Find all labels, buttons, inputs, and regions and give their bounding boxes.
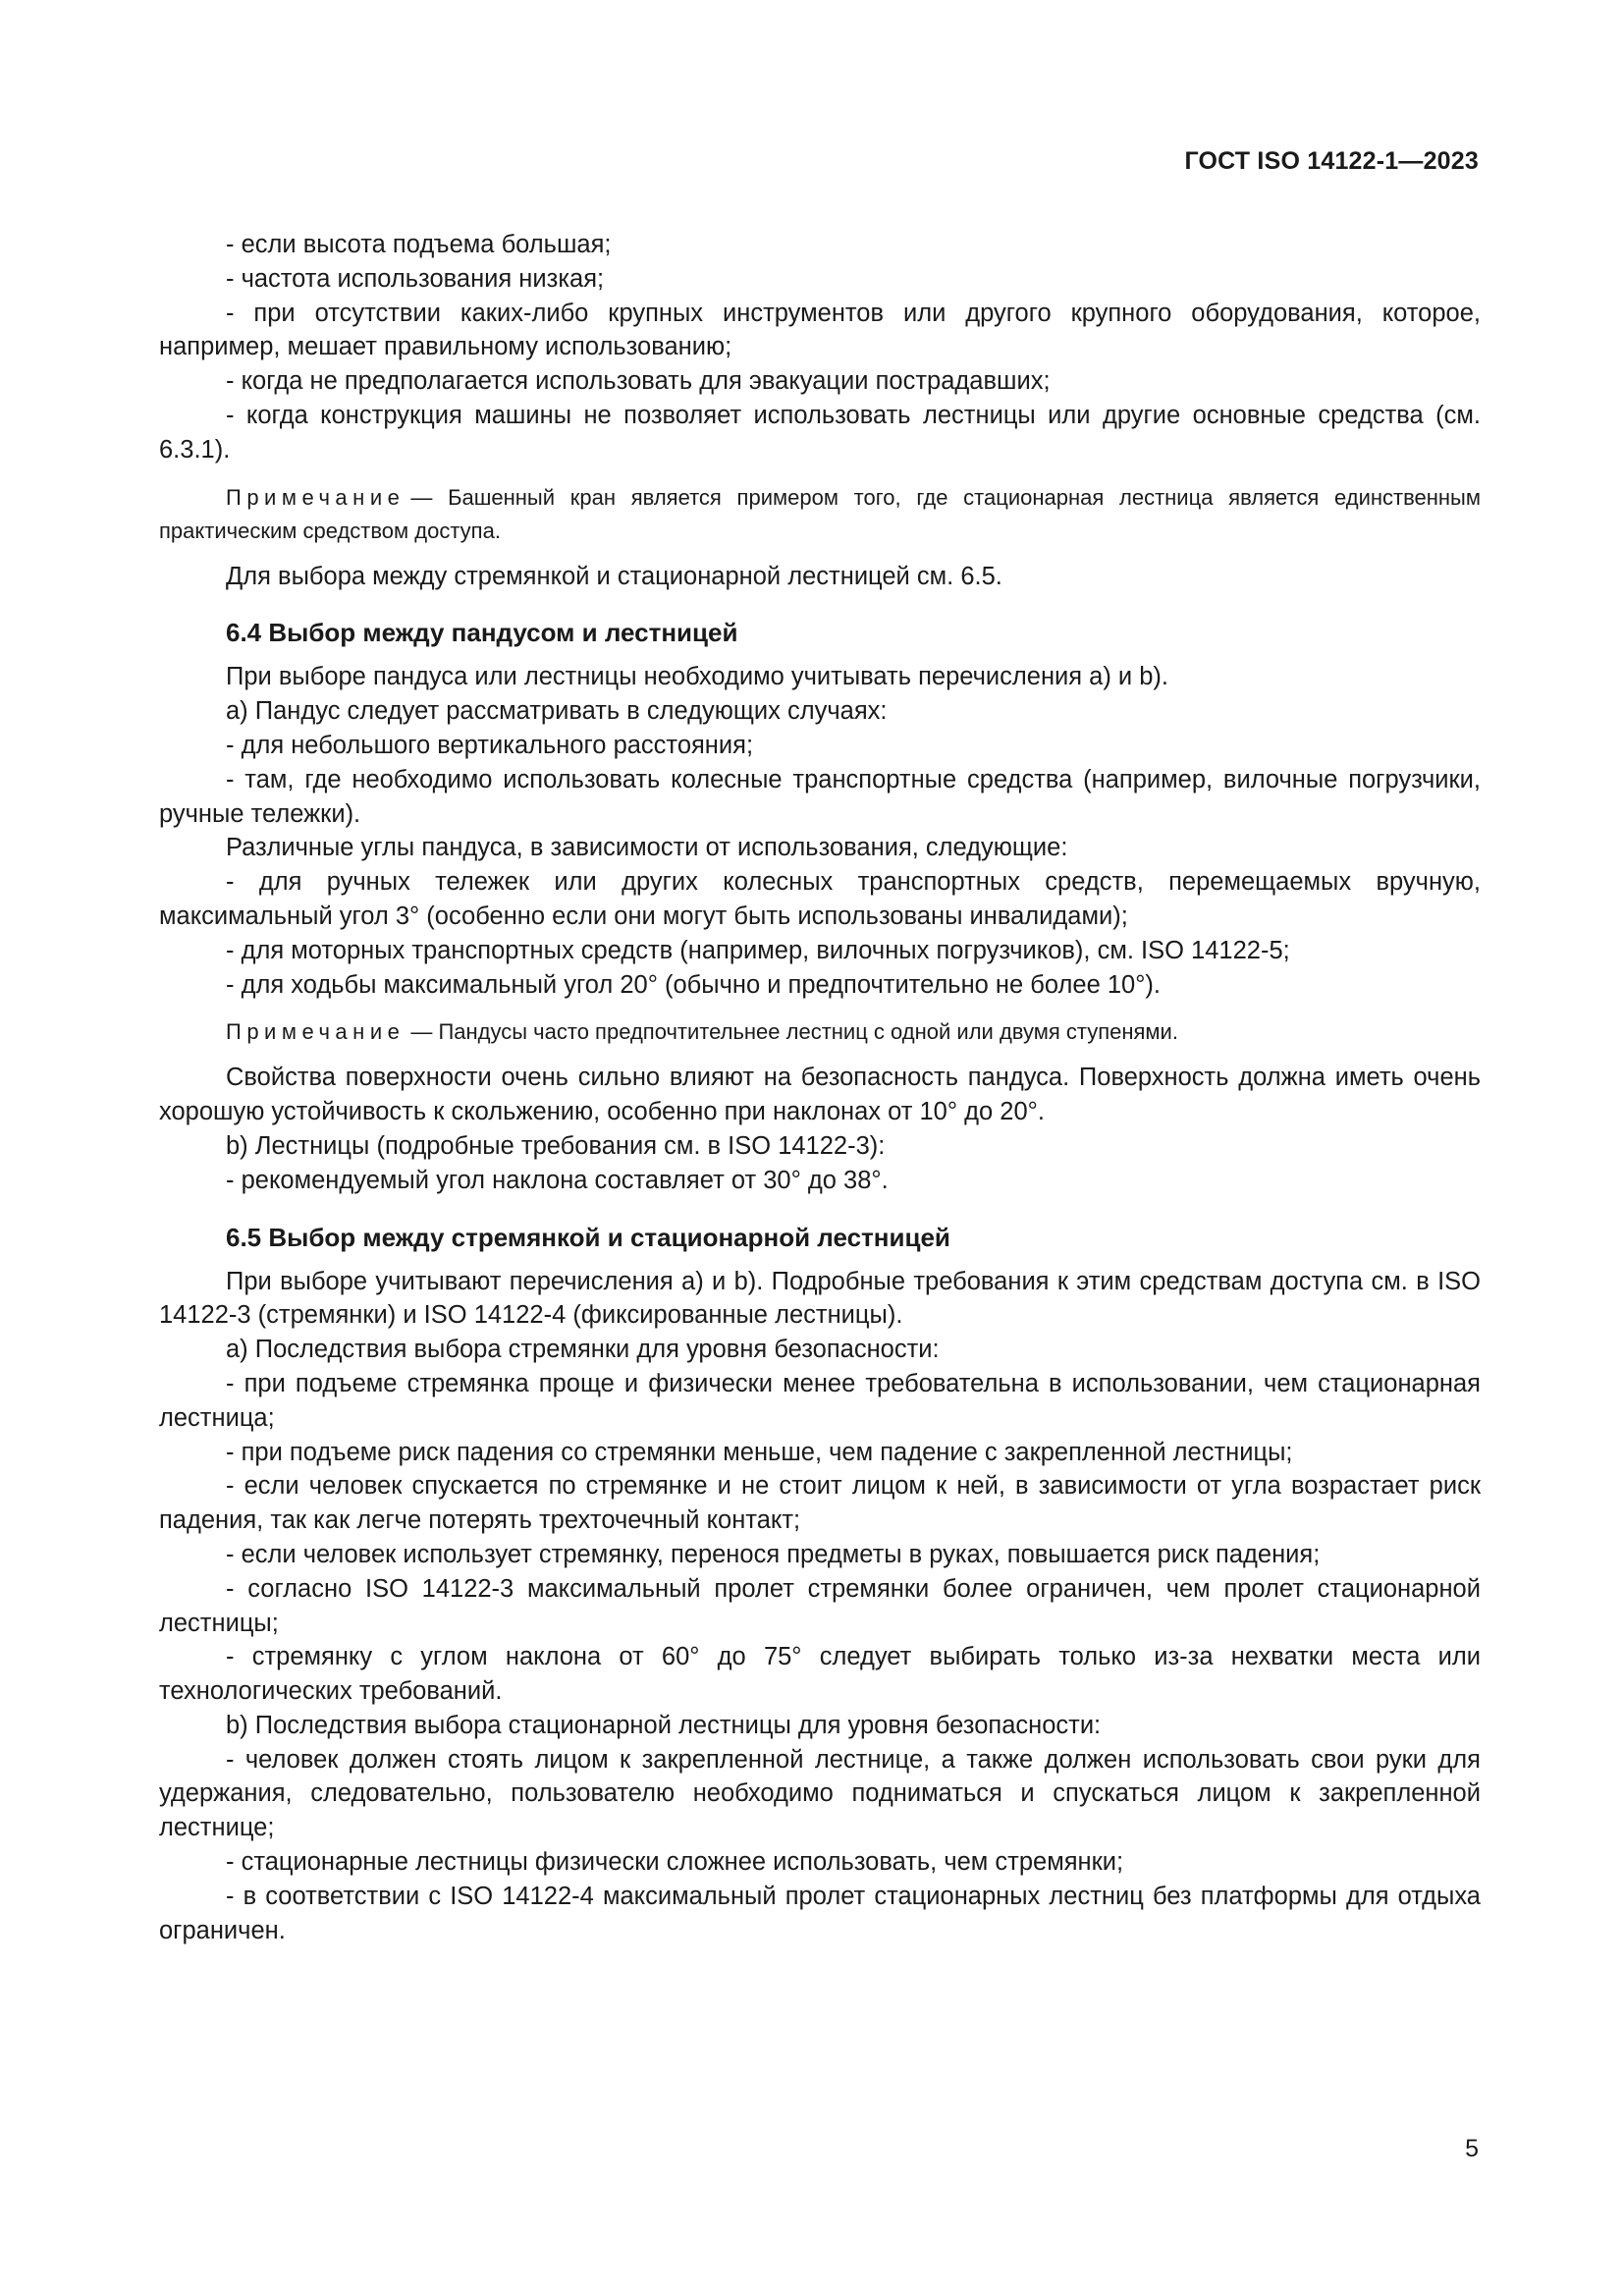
note-tower-crane xyxy=(159,481,1481,548)
note-ramps xyxy=(159,1015,1481,1049)
list-item: - при подъеме стремянка проще и физически менее требовательна в использовании, чем стационарная лестница; xyxy=(159,1369,1481,1432)
list-item: - для ручных тележек или других колесных транспортных средств, перемещаемых вручную, максимальный угол 3° (особенно если они могут быть использованы инвалидами); xyxy=(159,868,1481,930)
paragraph: а) Пандус следует рассматривать в следующих случаях: xyxy=(226,697,888,726)
list-item: - для небольшого вертикального расстояния; xyxy=(226,731,754,759)
note-text: — Пандусы часто предпочтительнее лестниц с одной или двумя ступенями. xyxy=(410,1019,1178,1045)
section-heading-6-5: 6.5 Выбор между стремянкой и стационарной лестницей xyxy=(226,1222,950,1252)
list-item: - при подъеме риск падения со стремянки меньше, чем падение с закрепленной лестницы; xyxy=(226,1438,1293,1466)
paragraph: При выборе пандуса или лестницы необходимо учитывать перечисления а) и b). xyxy=(226,663,1169,691)
paragraph: b) Последствия выбора стационарной лестницы для уровня безопасности: xyxy=(226,1711,1102,1739)
paragraph: Различные углы пандуса, в зависимости от использования, следующие: xyxy=(226,834,1068,862)
section-heading-6-4: 6.4 Выбор между пандусом и лестницей xyxy=(226,618,738,648)
paragraph: Для выбора между стремянкой и стационарной лестницей см. 6.5. xyxy=(226,562,1002,590)
list-item: - если высота подъема большая; xyxy=(226,231,612,258)
list-item: - частота использования низкая; xyxy=(226,264,605,293)
paragraph: а) Последствия выбора стремянки для уровня безопасности: xyxy=(226,1336,940,1364)
list-item: - когда не предполагается использовать для эвакуации пострадавших; xyxy=(226,367,1051,396)
paragraph: b) Лестницы (подробные требования см. в ISO 14122-3): xyxy=(226,1131,886,1160)
list-item: - там, где необходимо использовать колесные транспортные средства (например, вилочные погрузчики, ручные тележки). xyxy=(159,765,1481,828)
list-item: - согласно ISO 14122-3 максимальный пролет стремянки более ограничен, чем пролет стационарной лестницы; xyxy=(159,1574,1481,1637)
list-item: - рекомендуемый угол наклона составляет от 30° до 38°. xyxy=(226,1166,889,1194)
list-item: - при отсутствии каких-либо крупных инструментов или другого крупного оборудования, которое, например, мешает правильному использованию; xyxy=(159,299,1481,361)
paragraph: При выборе учитывают перечисления а) и b). Подробные требования к этим средствам доступа см. в ISO 14122-3 (стремянки) и ISO 14122-4 (фиксированные лестницы). xyxy=(159,1267,1481,1330)
list-item: - в соответствии с ISO 14122-4 максимальный пролет стационарных лестниц без платформы для отдыха ограничен. xyxy=(159,1882,1481,1944)
list-item: - когда конструкция машины не позволяет использовать лестницы или другие основные средства (см. 6.3.1). xyxy=(159,401,1481,464)
note-text: — Башенный кран является примером того, где стационарная лестница является единственным практическим средством доступа. xyxy=(159,484,1481,543)
list-item: - если человек спускается по стремянке и не стоит лицом к ней, в зависимости от угла возрастает риск падения, так как легче потерять трехточечный контакт; xyxy=(159,1472,1481,1535)
list-item: - для ходьбы максимальный угол 20° (обычно и предпочтительно не более 10°). xyxy=(226,970,1161,999)
note-label: Примечание xyxy=(226,484,406,510)
list-item: - если человек использует стремянку, перенося предметы в руках, повышается риск падения; xyxy=(226,1540,1321,1568)
list-item: - стационарные лестницы физически сложнее использовать, чем стремянки; xyxy=(226,1848,1124,1877)
list-item: - человек должен стоять лицом к закрепленной лестнице, а также должен использовать свои руки для удержания, следовательно, пользователю необходимо подниматься и спускаться лицом к закрепленной лестнице; xyxy=(159,1745,1481,1842)
page-number: 5 xyxy=(1465,2135,1479,2162)
list-item: - для моторных транспортных средств (например, вилочных погрузчиков), см. ISO 14122-5; xyxy=(226,936,1290,964)
document-code-header: ГОСТ ISO 14122-1—2023 xyxy=(1184,147,1479,175)
note-label: Примечание xyxy=(226,1019,406,1045)
paragraph: Свойства поверхности очень сильно влияют на безопасность пандуса. Поверхность должна иметь очень хорошую устойчивость к скольжению, особенно при наклонах от 10° до 20°. xyxy=(159,1064,1481,1126)
list-item: - стремянку с углом наклона от 60° до 75° следует выбирать только из-за нехватки места или технологических требований. xyxy=(159,1643,1481,1706)
page-body xyxy=(159,228,1481,1947)
